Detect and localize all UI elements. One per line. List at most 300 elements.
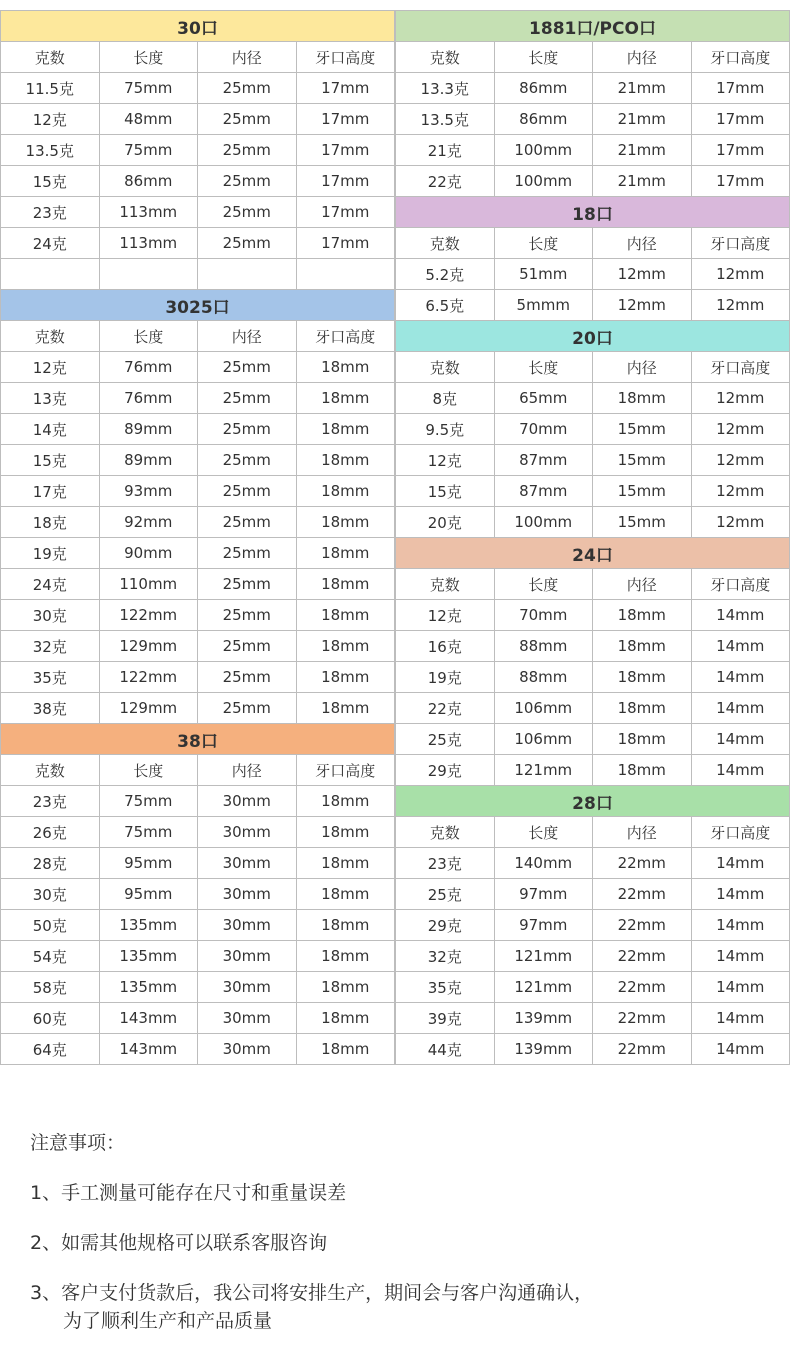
- table-cell: 22mm: [593, 879, 692, 910]
- table-cell: 50克: [1, 910, 100, 941]
- table-row: [1, 135, 395, 166]
- table-row: [1, 259, 395, 290]
- table-cell: 30mm: [198, 786, 297, 817]
- table-cell: 86mm: [494, 73, 593, 104]
- table-cell: 12mm: [593, 259, 692, 290]
- table-cell: 30克: [1, 879, 100, 910]
- table-cell: 18mm: [593, 662, 692, 693]
- table-cell: 121mm: [494, 972, 593, 1003]
- table-cell: 21mm: [593, 135, 692, 166]
- table-row: [396, 476, 790, 507]
- table-cell: 100mm: [494, 166, 593, 197]
- column-header: 长度: [494, 569, 593, 600]
- table-cell: 12克: [396, 445, 495, 476]
- table-cell: 86mm: [494, 104, 593, 135]
- table-row: [396, 848, 790, 879]
- table-cell: 18mm: [296, 879, 395, 910]
- column-header: 长度: [99, 755, 198, 786]
- table-row: [1, 352, 395, 383]
- table-row: [1, 228, 395, 259]
- table-row: [1, 631, 395, 662]
- table-cell: 18mm: [593, 693, 692, 724]
- table-cell: 25mm: [198, 600, 297, 631]
- table-cell: 5mmm: [494, 290, 593, 321]
- table-row: [1, 848, 395, 879]
- table-cell: 18mm: [296, 693, 395, 724]
- table-cell: 18mm: [593, 755, 692, 786]
- table-cell: 25克: [396, 879, 495, 910]
- table-cell: 25mm: [198, 662, 297, 693]
- table-cell: 92mm: [99, 507, 198, 538]
- table-cell: 13.3克: [396, 73, 495, 104]
- table-cell: 106mm: [494, 724, 593, 755]
- table-cell: 18mm: [296, 476, 395, 507]
- table-cell: 18mm: [593, 631, 692, 662]
- table-cell: 25mm: [198, 352, 297, 383]
- table-cell: 30mm: [198, 941, 297, 972]
- table-row: [1, 662, 395, 693]
- column-header: 牙口高度: [691, 817, 790, 848]
- column-header: 长度: [494, 228, 593, 259]
- table-cell: 135mm: [99, 941, 198, 972]
- table-cell: 70mm: [494, 600, 593, 631]
- table-cell: 39克: [396, 1003, 495, 1034]
- note-text: 1、手工测量可能存在尺寸和重量误差: [30, 1182, 347, 1204]
- table-cell: 30mm: [198, 879, 297, 910]
- table-cell: 22mm: [593, 941, 692, 972]
- column-header: 长度: [494, 817, 593, 848]
- table-cell: 14mm: [691, 848, 790, 879]
- note-text-continued: 为了顺利生产和产品质量: [63, 1310, 273, 1332]
- table-cell: 21mm: [593, 73, 692, 104]
- table-cell: 15克: [1, 445, 100, 476]
- table-row: [396, 383, 790, 414]
- table-row: [396, 755, 790, 786]
- table-cell: 13克: [1, 383, 100, 414]
- table-cell: 25mm: [198, 538, 297, 569]
- table-cell: 20克: [396, 507, 495, 538]
- table-row: [396, 290, 790, 321]
- left-spec-table: [0, 10, 395, 1065]
- table-cell: 25mm: [198, 445, 297, 476]
- table-cell: 89mm: [99, 414, 198, 445]
- table-row: [1, 414, 395, 445]
- table-row: [1, 507, 395, 538]
- table-cell: 15mm: [593, 445, 692, 476]
- table-cell: 110mm: [99, 569, 198, 600]
- table-cell: [198, 259, 297, 290]
- table-cell: 14mm: [691, 879, 790, 910]
- note-item-1: [30, 1179, 770, 1207]
- table-row: [396, 910, 790, 941]
- table-cell: 25mm: [198, 631, 297, 662]
- notes-title: 注意事项：: [30, 1132, 126, 1154]
- section-title: 30口: [1, 11, 395, 42]
- note-text: 3、客户支付货款后，我公司将安排生产，期间会与客户沟通确认，: [30, 1282, 594, 1304]
- right-spec-column: [395, 10, 790, 1065]
- section-title: 3025口: [1, 290, 395, 321]
- table-cell: 25mm: [198, 135, 297, 166]
- table-cell: 12克: [1, 104, 100, 135]
- table-cell: 30mm: [198, 910, 297, 941]
- table-cell: 32克: [396, 941, 495, 972]
- table-cell: 21mm: [593, 166, 692, 197]
- column-header: 牙口高度: [691, 569, 790, 600]
- column-header: 牙口高度: [296, 755, 395, 786]
- column-header: 内径: [198, 755, 297, 786]
- table-row: [396, 941, 790, 972]
- table-row: [396, 972, 790, 1003]
- table-cell: 64克: [1, 1034, 100, 1065]
- column-header: 牙口高度: [691, 228, 790, 259]
- table-cell: 23克: [1, 197, 100, 228]
- table-cell: 12mm: [691, 476, 790, 507]
- section-title: 20口: [396, 321, 790, 352]
- column-header-row: [396, 228, 790, 259]
- table-cell: 12mm: [691, 445, 790, 476]
- table-row: [396, 166, 790, 197]
- table-cell: 19克: [1, 538, 100, 569]
- table-cell: 12mm: [691, 290, 790, 321]
- table-cell: 17mm: [691, 166, 790, 197]
- table-cell: 87mm: [494, 445, 593, 476]
- table-cell: 15mm: [593, 507, 692, 538]
- table-cell: 100mm: [494, 135, 593, 166]
- table-cell: 18mm: [296, 972, 395, 1003]
- table-cell: 121mm: [494, 941, 593, 972]
- column-header-row: [1, 42, 395, 73]
- right-spec-table: [395, 10, 790, 1065]
- table-cell: 29克: [396, 910, 495, 941]
- table-cell: 18mm: [296, 569, 395, 600]
- section-title-row: [396, 538, 790, 569]
- table-cell: 25mm: [198, 569, 297, 600]
- table-cell: 22克: [396, 693, 495, 724]
- table-cell: 22mm: [593, 1034, 692, 1065]
- table-cell: 54克: [1, 941, 100, 972]
- table-cell: 14mm: [691, 972, 790, 1003]
- table-cell: [296, 259, 395, 290]
- table-row: [396, 507, 790, 538]
- table-cell: 129mm: [99, 693, 198, 724]
- table-cell: 12克: [1, 352, 100, 383]
- table-cell: 32克: [1, 631, 100, 662]
- table-cell: 25mm: [198, 104, 297, 135]
- column-header: 长度: [494, 42, 593, 73]
- table-cell: 14mm: [691, 693, 790, 724]
- column-header: 内径: [593, 817, 692, 848]
- table-cell: 11.5克: [1, 73, 100, 104]
- table-cell: 75mm: [99, 786, 198, 817]
- table-cell: 25mm: [198, 476, 297, 507]
- table-cell: 14mm: [691, 1003, 790, 1034]
- table-row: [396, 662, 790, 693]
- table-cell: 12mm: [593, 290, 692, 321]
- table-cell: 86mm: [99, 166, 198, 197]
- note-item-3: [30, 1279, 770, 1335]
- table-cell: 24克: [1, 569, 100, 600]
- table-cell: 22mm: [593, 848, 692, 879]
- table-cell: 30mm: [198, 848, 297, 879]
- column-header-row: [396, 569, 790, 600]
- table-cell: 18mm: [296, 445, 395, 476]
- table-cell: 14克: [1, 414, 100, 445]
- column-header: 克数: [396, 569, 495, 600]
- table-cell: 23克: [1, 786, 100, 817]
- table-cell: 30mm: [198, 817, 297, 848]
- table-row: [1, 197, 395, 228]
- table-cell: 22mm: [593, 1003, 692, 1034]
- table-cell: 25mm: [198, 166, 297, 197]
- column-header: 克数: [396, 817, 495, 848]
- notes-section: [30, 1128, 770, 1357]
- column-header: 牙口高度: [296, 42, 395, 73]
- column-header: 牙口高度: [691, 352, 790, 383]
- table-cell: 18mm: [296, 352, 395, 383]
- table-cell: [99, 259, 198, 290]
- section-title-row: [396, 321, 790, 352]
- table-cell: 17mm: [296, 104, 395, 135]
- table-cell: 14mm: [691, 724, 790, 755]
- table-row: [396, 104, 790, 135]
- table-cell: 18mm: [296, 786, 395, 817]
- column-header: 克数: [1, 42, 100, 73]
- table-cell: 113mm: [99, 228, 198, 259]
- column-header: 克数: [396, 228, 495, 259]
- table-row: [1, 166, 395, 197]
- table-cell: 25克: [396, 724, 495, 755]
- table-cell: 122mm: [99, 600, 198, 631]
- table-cell: 113mm: [99, 197, 198, 228]
- section-title: 38口: [1, 724, 395, 755]
- table-cell: [1, 259, 100, 290]
- table-row: [396, 879, 790, 910]
- column-header-row: [396, 817, 790, 848]
- table-cell: 9.5克: [396, 414, 495, 445]
- table-cell: 58克: [1, 972, 100, 1003]
- table-cell: 25mm: [198, 197, 297, 228]
- table-cell: 122mm: [99, 662, 198, 693]
- left-spec-column: [0, 10, 395, 1065]
- section-title: 28口: [396, 786, 790, 817]
- table-cell: 60克: [1, 1003, 100, 1034]
- column-header: 内径: [593, 352, 692, 383]
- section-title-row: [1, 11, 395, 42]
- table-cell: 8克: [396, 383, 495, 414]
- table-cell: 18mm: [296, 848, 395, 879]
- table-cell: 6.5克: [396, 290, 495, 321]
- table-cell: 17mm: [296, 73, 395, 104]
- table-cell: 100mm: [494, 507, 593, 538]
- table-row: [1, 786, 395, 817]
- column-header: 内径: [198, 42, 297, 73]
- column-header: 克数: [396, 352, 495, 383]
- table-cell: 23克: [396, 848, 495, 879]
- table-cell: 17克: [1, 476, 100, 507]
- table-cell: 17mm: [296, 197, 395, 228]
- table-cell: 14mm: [691, 755, 790, 786]
- section-title-row: [1, 290, 395, 321]
- table-cell: 76mm: [99, 352, 198, 383]
- table-cell: 18mm: [296, 910, 395, 941]
- table-row: [396, 73, 790, 104]
- table-cell: 129mm: [99, 631, 198, 662]
- column-header: 牙口高度: [691, 42, 790, 73]
- table-cell: 140mm: [494, 848, 593, 879]
- table-cell: 75mm: [99, 135, 198, 166]
- table-cell: 25mm: [198, 73, 297, 104]
- table-cell: 28克: [1, 848, 100, 879]
- table-cell: 18mm: [593, 724, 692, 755]
- table-cell: 17mm: [691, 135, 790, 166]
- section-title-row: [396, 11, 790, 42]
- table-cell: 75mm: [99, 817, 198, 848]
- table-cell: 35克: [1, 662, 100, 693]
- table-cell: 5.2克: [396, 259, 495, 290]
- table-cell: 18mm: [593, 600, 692, 631]
- table-cell: 22mm: [593, 972, 692, 1003]
- table-row: [396, 1003, 790, 1034]
- table-row: [396, 135, 790, 166]
- note-text: 2、如需其他规格可以联系客服咨询: [30, 1232, 328, 1254]
- table-cell: 38克: [1, 693, 100, 724]
- table-cell: 18mm: [296, 662, 395, 693]
- table-cell: 16克: [396, 631, 495, 662]
- table-cell: 26克: [1, 817, 100, 848]
- table-cell: 93mm: [99, 476, 198, 507]
- table-row: [396, 259, 790, 290]
- table-cell: 15克: [1, 166, 100, 197]
- table-cell: 14mm: [691, 910, 790, 941]
- column-header-row: [1, 755, 395, 786]
- table-row: [1, 817, 395, 848]
- section-title-row: [396, 197, 790, 228]
- table-cell: 14mm: [691, 1034, 790, 1065]
- table-cell: 139mm: [494, 1003, 593, 1034]
- table-cell: 48mm: [99, 104, 198, 135]
- column-header: 克数: [1, 755, 100, 786]
- column-header: 长度: [494, 352, 593, 383]
- table-cell: 18mm: [296, 414, 395, 445]
- table-cell: 75mm: [99, 73, 198, 104]
- table-cell: 35克: [396, 972, 495, 1003]
- table-cell: 12mm: [691, 383, 790, 414]
- column-header-row: [396, 42, 790, 73]
- table-cell: 17mm: [296, 135, 395, 166]
- table-cell: 22mm: [593, 910, 692, 941]
- column-header: 内径: [593, 569, 692, 600]
- table-row: [1, 476, 395, 507]
- column-header: 克数: [396, 42, 495, 73]
- table-row: [396, 693, 790, 724]
- column-header-row: [396, 352, 790, 383]
- column-header: 长度: [99, 42, 198, 73]
- table-cell: 17mm: [296, 166, 395, 197]
- table-row: [1, 972, 395, 1003]
- table-cell: 21克: [396, 135, 495, 166]
- section-title-row: [1, 724, 395, 755]
- table-cell: 143mm: [99, 1034, 198, 1065]
- table-cell: 29克: [396, 755, 495, 786]
- table-cell: 30mm: [198, 1034, 297, 1065]
- table-cell: 30mm: [198, 1003, 297, 1034]
- column-header: 牙口高度: [296, 321, 395, 352]
- table-cell: 65mm: [494, 383, 593, 414]
- table-row: [1, 445, 395, 476]
- table-row: [1, 1003, 395, 1034]
- table-cell: 18mm: [296, 600, 395, 631]
- table-cell: 14mm: [691, 662, 790, 693]
- table-cell: 70mm: [494, 414, 593, 445]
- table-cell: 30克: [1, 600, 100, 631]
- table-cell: 15克: [396, 476, 495, 507]
- table-row: [396, 600, 790, 631]
- table-row: [1, 569, 395, 600]
- section-title: 24口: [396, 538, 790, 569]
- table-row: [1, 383, 395, 414]
- table-cell: 25mm: [198, 507, 297, 538]
- table-cell: 13.5克: [1, 135, 100, 166]
- note-item-2: [30, 1229, 770, 1257]
- table-cell: 89mm: [99, 445, 198, 476]
- column-header: 内径: [198, 321, 297, 352]
- table-row: [1, 73, 395, 104]
- column-header-row: [1, 321, 395, 352]
- table-row: [1, 104, 395, 135]
- table-row: [396, 1034, 790, 1065]
- table-cell: 21mm: [593, 104, 692, 135]
- table-row: [1, 910, 395, 941]
- table-cell: 135mm: [99, 972, 198, 1003]
- table-row: [396, 724, 790, 755]
- table-cell: 25mm: [198, 693, 297, 724]
- table-cell: 135mm: [99, 910, 198, 941]
- table-cell: 18mm: [296, 507, 395, 538]
- table-cell: 97mm: [494, 879, 593, 910]
- table-cell: 18mm: [296, 1034, 395, 1065]
- table-cell: 88mm: [494, 662, 593, 693]
- table-cell: 18mm: [296, 631, 395, 662]
- table-row: [1, 941, 395, 972]
- table-cell: 18mm: [296, 817, 395, 848]
- table-row: [1, 693, 395, 724]
- table-cell: 121mm: [494, 755, 593, 786]
- table-cell: 14mm: [691, 941, 790, 972]
- table-cell: 17mm: [296, 228, 395, 259]
- table-cell: 15mm: [593, 414, 692, 445]
- table-row: [396, 631, 790, 662]
- table-cell: 12mm: [691, 414, 790, 445]
- table-cell: 13.5克: [396, 104, 495, 135]
- table-cell: 95mm: [99, 879, 198, 910]
- column-header: 克数: [1, 321, 100, 352]
- table-cell: 18克: [1, 507, 100, 538]
- table-cell: 12克: [396, 600, 495, 631]
- table-cell: 22克: [396, 166, 495, 197]
- table-cell: 18mm: [296, 1003, 395, 1034]
- table-row: [1, 600, 395, 631]
- section-title: 18口: [396, 197, 790, 228]
- table-cell: 18mm: [296, 941, 395, 972]
- table-cell: 24克: [1, 228, 100, 259]
- table-cell: 51mm: [494, 259, 593, 290]
- table-row: [1, 538, 395, 569]
- table-cell: 18mm: [296, 383, 395, 414]
- section-title: 1881口/PCO口: [396, 11, 790, 42]
- table-row: [396, 445, 790, 476]
- table-cell: 12mm: [691, 507, 790, 538]
- table-cell: 25mm: [198, 228, 297, 259]
